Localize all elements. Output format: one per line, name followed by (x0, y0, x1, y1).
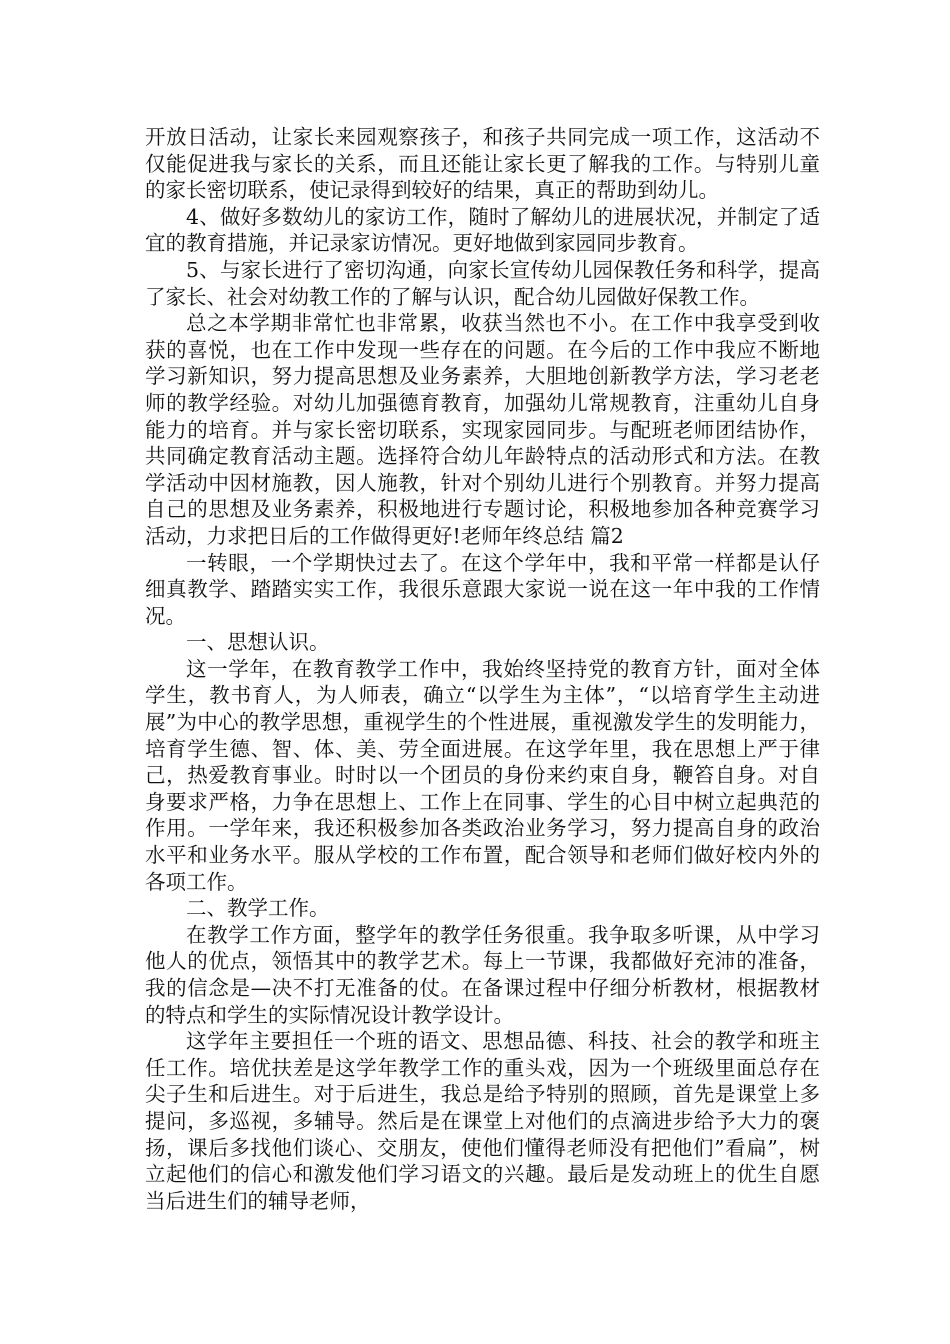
paragraph: 4、做好多数幼儿的家访工作，随时了解幼儿的进展状况，并制定了适宜的教育措施，并记录家访情况。更好地做到家园同步教育。 (145, 204, 820, 256)
paragraph: 开放日活动，让家长来园观察孩子，和孩子共同完成一项工作，这活动不仅能促进我与家长的关系，而且还能让家长更了解我的工作。与特别儿童的家长密切联系，使记录得到较好的结果，真正的帮助到幼儿。 (145, 125, 820, 203)
paragraph: 一转眼，一个学期快过去了。在这个学年中，我和平常一样都是认仔细真教学、踏踏实实工作，我很乐意跟大家说一说在这一年中我的工作情况。 (145, 550, 820, 628)
paragraph: 总之本学期非常忙也非常累，收获当然也不小。在工作中我享受到收获的喜悦，也在工作中发现一些存在的问题。在今后的工作中我应不断地学习新知识，努力提高思想及业务素养，大胆地创新教学方法，学习老老师的教学经验。对幼儿加强德育教育，加强幼儿常规教育，注重幼儿自身能力的培育。并与家长密切联系，实现家园同步。与配班老师团结协作，共同确定教育活动主题。选择符合幼儿年龄特点的活动形式和方法。在教学活动中因材施教，因人施教，针对个别幼儿进行个别教育。并努力提高自己的思想及业务素养，积极地进行专题讨论，积极地参加各种竞赛学习活动，力求把日后的工作做得更好!老师年终总结 篇2 (145, 311, 820, 548)
section-heading: 一、思想认识。 (186, 630, 330, 655)
paragraph: 这一学年，在教育教学工作中，我始终坚持党的教育方针，面对全体学生，教书育人，为人师表，确立“以学生为主体”，“以培育学生主动进展”为中心的教学思想，重视学生的个性进展，重视激发学生的发明能力，培育学生德、智、体、美、劳全面进展。在这学年里，我在思想上严于律己，热爱教育事业。时时以一个团员的身份来约束自身，鞭笞自身。对自身要求严格，力争在思想上、工作上在同事、学生的心目中树立起典范的作用。一学年来，我还积极参加各类政治业务学习，努力提高自身的政治水平和业务水平。服从学校的工作布置，配合领导和老师们做好校内外的各项工作。 (145, 656, 820, 894)
paragraph: 5、与家长进行了密切沟通，向家长宣传幼儿园保教任务和科学，提高了家长、社会对幼教工作的了解与认识，配合幼儿园做好保教工作。 (145, 257, 820, 309)
paragraph: 在教学工作方面，整学年的教学任务很重。我争取多听课，从中学习他人的优点，领悟其中的教学艺术。每上一节课，我都做好充沛的准备，我的信念是—决不打无准备的仗。在备课过程中仔细分析教材，根据教材的特点和学生的实际情况设计教学设计。 (145, 922, 820, 1027)
section-heading: 二、教学工作。 (186, 896, 330, 921)
document-page (145, 124, 820, 1214)
paragraph: 这学年主要担任一个班的语文、思想品德、科技、社会的教学和班主任工作。培优扶差是这学年教学工作的重头戏，因为一个班级里面总存在尖子生和后进生。对于后进生，我总是给予特别的照顾，首先是课堂上多提问，多巡视，多辅导。然后是在课堂上对他们的点滴进步给予大力的褒扬，课后多找他们谈心、交朋友，使他们懂得老师没有把他们”看扁”，树立起他们的信心和激发他们学习语文的兴趣。最后是发动班上的优生自愿当后进生们的辅导老师， (145, 1029, 820, 1213)
